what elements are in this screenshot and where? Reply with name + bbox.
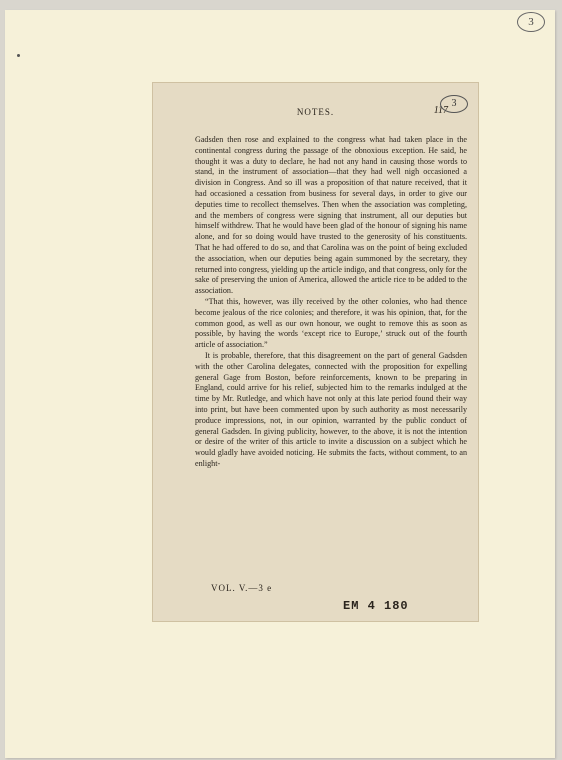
body-text [195,135,467,470]
document-page [152,82,479,622]
paragraph: It is probable, therefore, that this disagreement on the part of general Gadsden with the other Carolina delegates, connected with the proposition for expelling general Gage from Boston, before reinforcements, known to be preparing in England, could arrive for his relief, subjected him to the remarks indulged at the time by Mr. Rutledge, and which have not only at this late period found their way into print, but have been commented upon by such authority as most necessarily produce impressions, not, in our opinion, warranted by the public conduct of general Gadsden. In giving publicity, however, to the above, it is not the intention or desire of the writer of this article to invite a discussion on a subject which he would gladly have avoided noticing. He submits the facts, without comment, to an enlight- [195,350,467,468]
signature-mark: VOL. V.—3 e [211,583,273,593]
page-number: 117 [433,105,448,116]
paper-speck [17,54,20,57]
page-header [153,98,478,121]
paragraph: “That this, however, was illy received by the other colonies, who had thence become jealous of the rice colonies; and therefore, it was his opinion, that, for the common good, as well as our own honour, we ought to remove this as soon as possible, by having the words ‘except rice to Europe,’ struck out of the fourth article of association.” [195,296,467,350]
paragraph: Gadsden then rose and explained to the congress what had taken place in the continental congress during the passage of the obnoxious exception. He said, he thought it was a duty to declare, he had not any hand in causing those words to stand, in the instrument of association—that they had well nigh occasioned a division in Congress. And so ill was a proposition of that nature received, that it had occasioned a cessation from business for several days, in order to give our deputies time to recollect themselves. Then when the association was completing, and the members of congress were signing that instrument, all our deputies but himself withdrew. That he would have been glad of the honour of signing his name alone, and for so doing would have trusted to the generosity of his constituents. That he had offered to do so, and that Carolina was on the point of being excluded the association, when our deputies being again summoned by the secretary, they returned into congress, yielding up the article indigo, and that congress, only for the sake of preserving the union of America, allowed the article rice to be added to the association. [195,135,467,296]
corner-mark: 3 [517,12,545,32]
catalog-stamp: EM 4 180 [343,599,409,613]
header-title: NOTES. [296,107,335,117]
page-stamp: 3 [440,95,468,113]
